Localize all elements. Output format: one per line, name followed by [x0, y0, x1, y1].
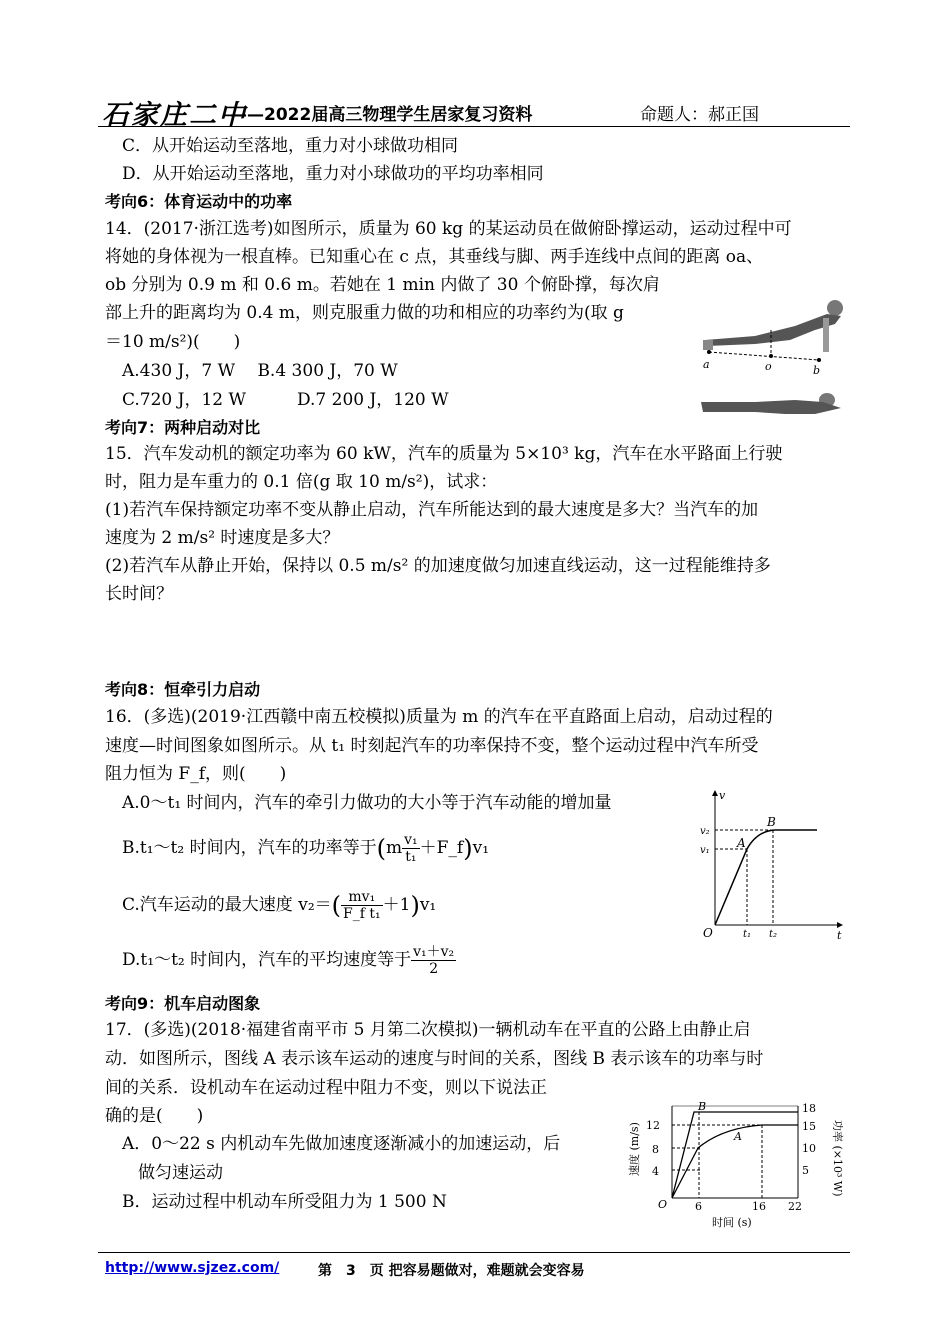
point-A-label: A	[737, 836, 746, 850]
vt-curve	[715, 830, 817, 925]
point-B-label: B	[767, 815, 776, 829]
q15-line4: 速度为 2 m/s² 时速度是多大？	[105, 528, 340, 548]
point-o-label: o	[765, 360, 772, 373]
footer-link[interactable]: http://www.sjzez.com/	[105, 1260, 280, 1276]
pushup-figure	[695, 290, 850, 430]
school-logo: 石家庄二中	[102, 100, 247, 131]
y2tick-10: 10	[802, 1142, 816, 1155]
footer-rule	[98, 1252, 850, 1253]
t1-label: t₁	[743, 929, 752, 940]
q14-line4: 部上升的距离均为 0.4 m，则克服重力做的功和相应的功率约为(取 g	[105, 303, 624, 323]
q16-line3: 阻力恒为 F_f，则( )	[105, 764, 287, 784]
x-axis-label: 时间 (s)	[712, 1216, 752, 1229]
doc-title: ——2022届高三物理学生居家复习资料	[230, 105, 533, 125]
y2-axis-label: 功率 (×10³ W)	[831, 1120, 844, 1197]
section-7-heading: 考向7：两种启动对比	[105, 418, 261, 437]
header-rule	[98, 126, 850, 127]
section-6-heading: 考向6：体育运动中的功率	[105, 192, 293, 211]
lowered-athlete-icon	[701, 393, 841, 414]
t-axis-label: t	[837, 929, 842, 942]
ytick-8: 8	[652, 1143, 659, 1156]
q17-option-a1: A．0～22 s 内机动车先做加速度逐渐减小的加速运动，后	[122, 1134, 561, 1154]
xtick-6: 6	[695, 1200, 702, 1213]
q13-option-c: C．从开始运动至落地，重力对小球做功相同	[122, 136, 459, 156]
q14-options-ab: A.430 J，7 W B.4 300 J，70 W	[122, 361, 398, 381]
q17-line2: 动．如图所示，图线 A 表示该车运动的速度与时间的关系，图线 B 表示该车的功率与时	[105, 1049, 764, 1069]
q17-line1: 17．(多选)(2018·福建省南平市 5 月第二次模拟)一辆机动车在平直的公路上由静止启	[105, 1020, 751, 1040]
q17-option-b: B．运动过程中机动车所受阻力为 1 500 N	[122, 1192, 447, 1212]
q15-line1: 15．汽车发动机的额定功率为 60 kW，汽车的质量为 5×10³ kg，汽车在水平路面上行驶	[105, 444, 783, 464]
y2tick-15: 15	[802, 1120, 816, 1133]
ytick-12: 12	[646, 1119, 660, 1132]
q16-line2: 速度—时间图象如图所示。从 t₁ 时刻起汽车的功率保持不变，整个运动过程中汽车所受	[105, 736, 759, 756]
q14-line5: ＝10 m/s²)( )	[105, 332, 241, 352]
curve-B-label: B	[698, 1100, 707, 1113]
q16-option-d: D.t₁～t₂ 时间内，汽车的平均速度等于 $\frac{\text{v₁＋v₂}}{2}$	[122, 944, 455, 977]
q16-option-b: B.t₁～t₂ 时间内，汽车的功率等于(m $\frac{\text{v₁}}{\text{t₁}}$ ＋F_f)v₁	[122, 832, 490, 865]
q15-line2: 时，阻力是车重力的 0.1 倍(g 取 10 m/s²)，试求：	[105, 472, 498, 492]
t2-label: t₂	[769, 929, 778, 940]
point-c-label: c	[768, 318, 775, 331]
q16-option-a: A.0～t₁ 时间内，汽车的牵引力做功的大小等于汽车动能的增加量	[122, 793, 612, 813]
y2tick-5: 5	[802, 1164, 809, 1177]
q16-vt-graph	[695, 785, 850, 945]
v1-label: v₁	[700, 845, 710, 856]
y-axis-label: 速度 (m/s)	[628, 1122, 641, 1176]
xtick-22: 22	[788, 1200, 802, 1213]
v2-label: v₂	[700, 826, 710, 837]
q17-line3: 间的关系．设机动车在运动过程中阻力不变，则以下说法正	[105, 1078, 547, 1098]
section-9-heading: 考向9：机车启动图象	[105, 994, 261, 1013]
q13-option-d: D．从开始运动至落地，重力对小球做功的平均功率相同	[122, 164, 544, 184]
q16-line1: 16．(多选)(2019·江西赣中南五校模拟)质量为 m 的汽车在平直路面上启动，启动过程的	[105, 707, 773, 727]
q17-line4: 确的是( )	[105, 1106, 204, 1126]
q16-option-c: C.汽车运动的最大速度 v₂＝( $\frac{\text{mv₁}}{\text{F\_f t₁}}$ ＋1)v₁	[122, 889, 437, 922]
q14-line3: ob 分别为 0.9 m 和 0.6 m。若她在 1 min 内做了 30 个俯卧撑，每次肩	[105, 275, 660, 295]
point-b-label: b	[813, 364, 821, 377]
q15-line5: (2)若汽车从静止开始，保持以 0.5 m/s² 的加速度做匀加速直线运动，这一过程能维持多	[105, 556, 771, 576]
q14-line1: 14．(2017·浙江选考)如图所示，质量为 60 kg 的某运动员在做俯卧撑运动，运动过程中可	[105, 219, 792, 239]
curve-A-label: A	[734, 1130, 742, 1143]
q17-speed-power-graph	[622, 1098, 850, 1238]
ytick-4: 4	[652, 1165, 659, 1178]
q14-options-cd: C.720 J，12 W D.7 200 J，120 W	[122, 390, 449, 410]
q14-line2: 将她的身体视为一根直棒。已知重心在 c 点，其垂线与脚、两手连线中点间的距离 oa、	[105, 247, 764, 267]
q15-line3: (1)若汽车保持额定功率不变从静止启动，汽车所能达到的最大速度是多大？当汽车的加	[105, 500, 759, 520]
author: 命题人：郝正国	[640, 105, 759, 125]
xtick-16: 16	[752, 1200, 766, 1213]
origin-label: O	[658, 1198, 668, 1211]
v-axis-label: v	[719, 789, 726, 802]
section-8-heading: 考向8：恒牵引力启动	[105, 680, 261, 699]
origin-label: O	[703, 926, 713, 940]
footer-page-text: 第 3 页 把容易题做对，难题就会变容易	[318, 1263, 585, 1279]
q17-option-a2: 做匀速运动	[138, 1163, 223, 1183]
q15-line6: 长时间？	[105, 584, 173, 604]
y2tick-18: 18	[802, 1102, 816, 1115]
point-a-label: a	[703, 358, 710, 371]
